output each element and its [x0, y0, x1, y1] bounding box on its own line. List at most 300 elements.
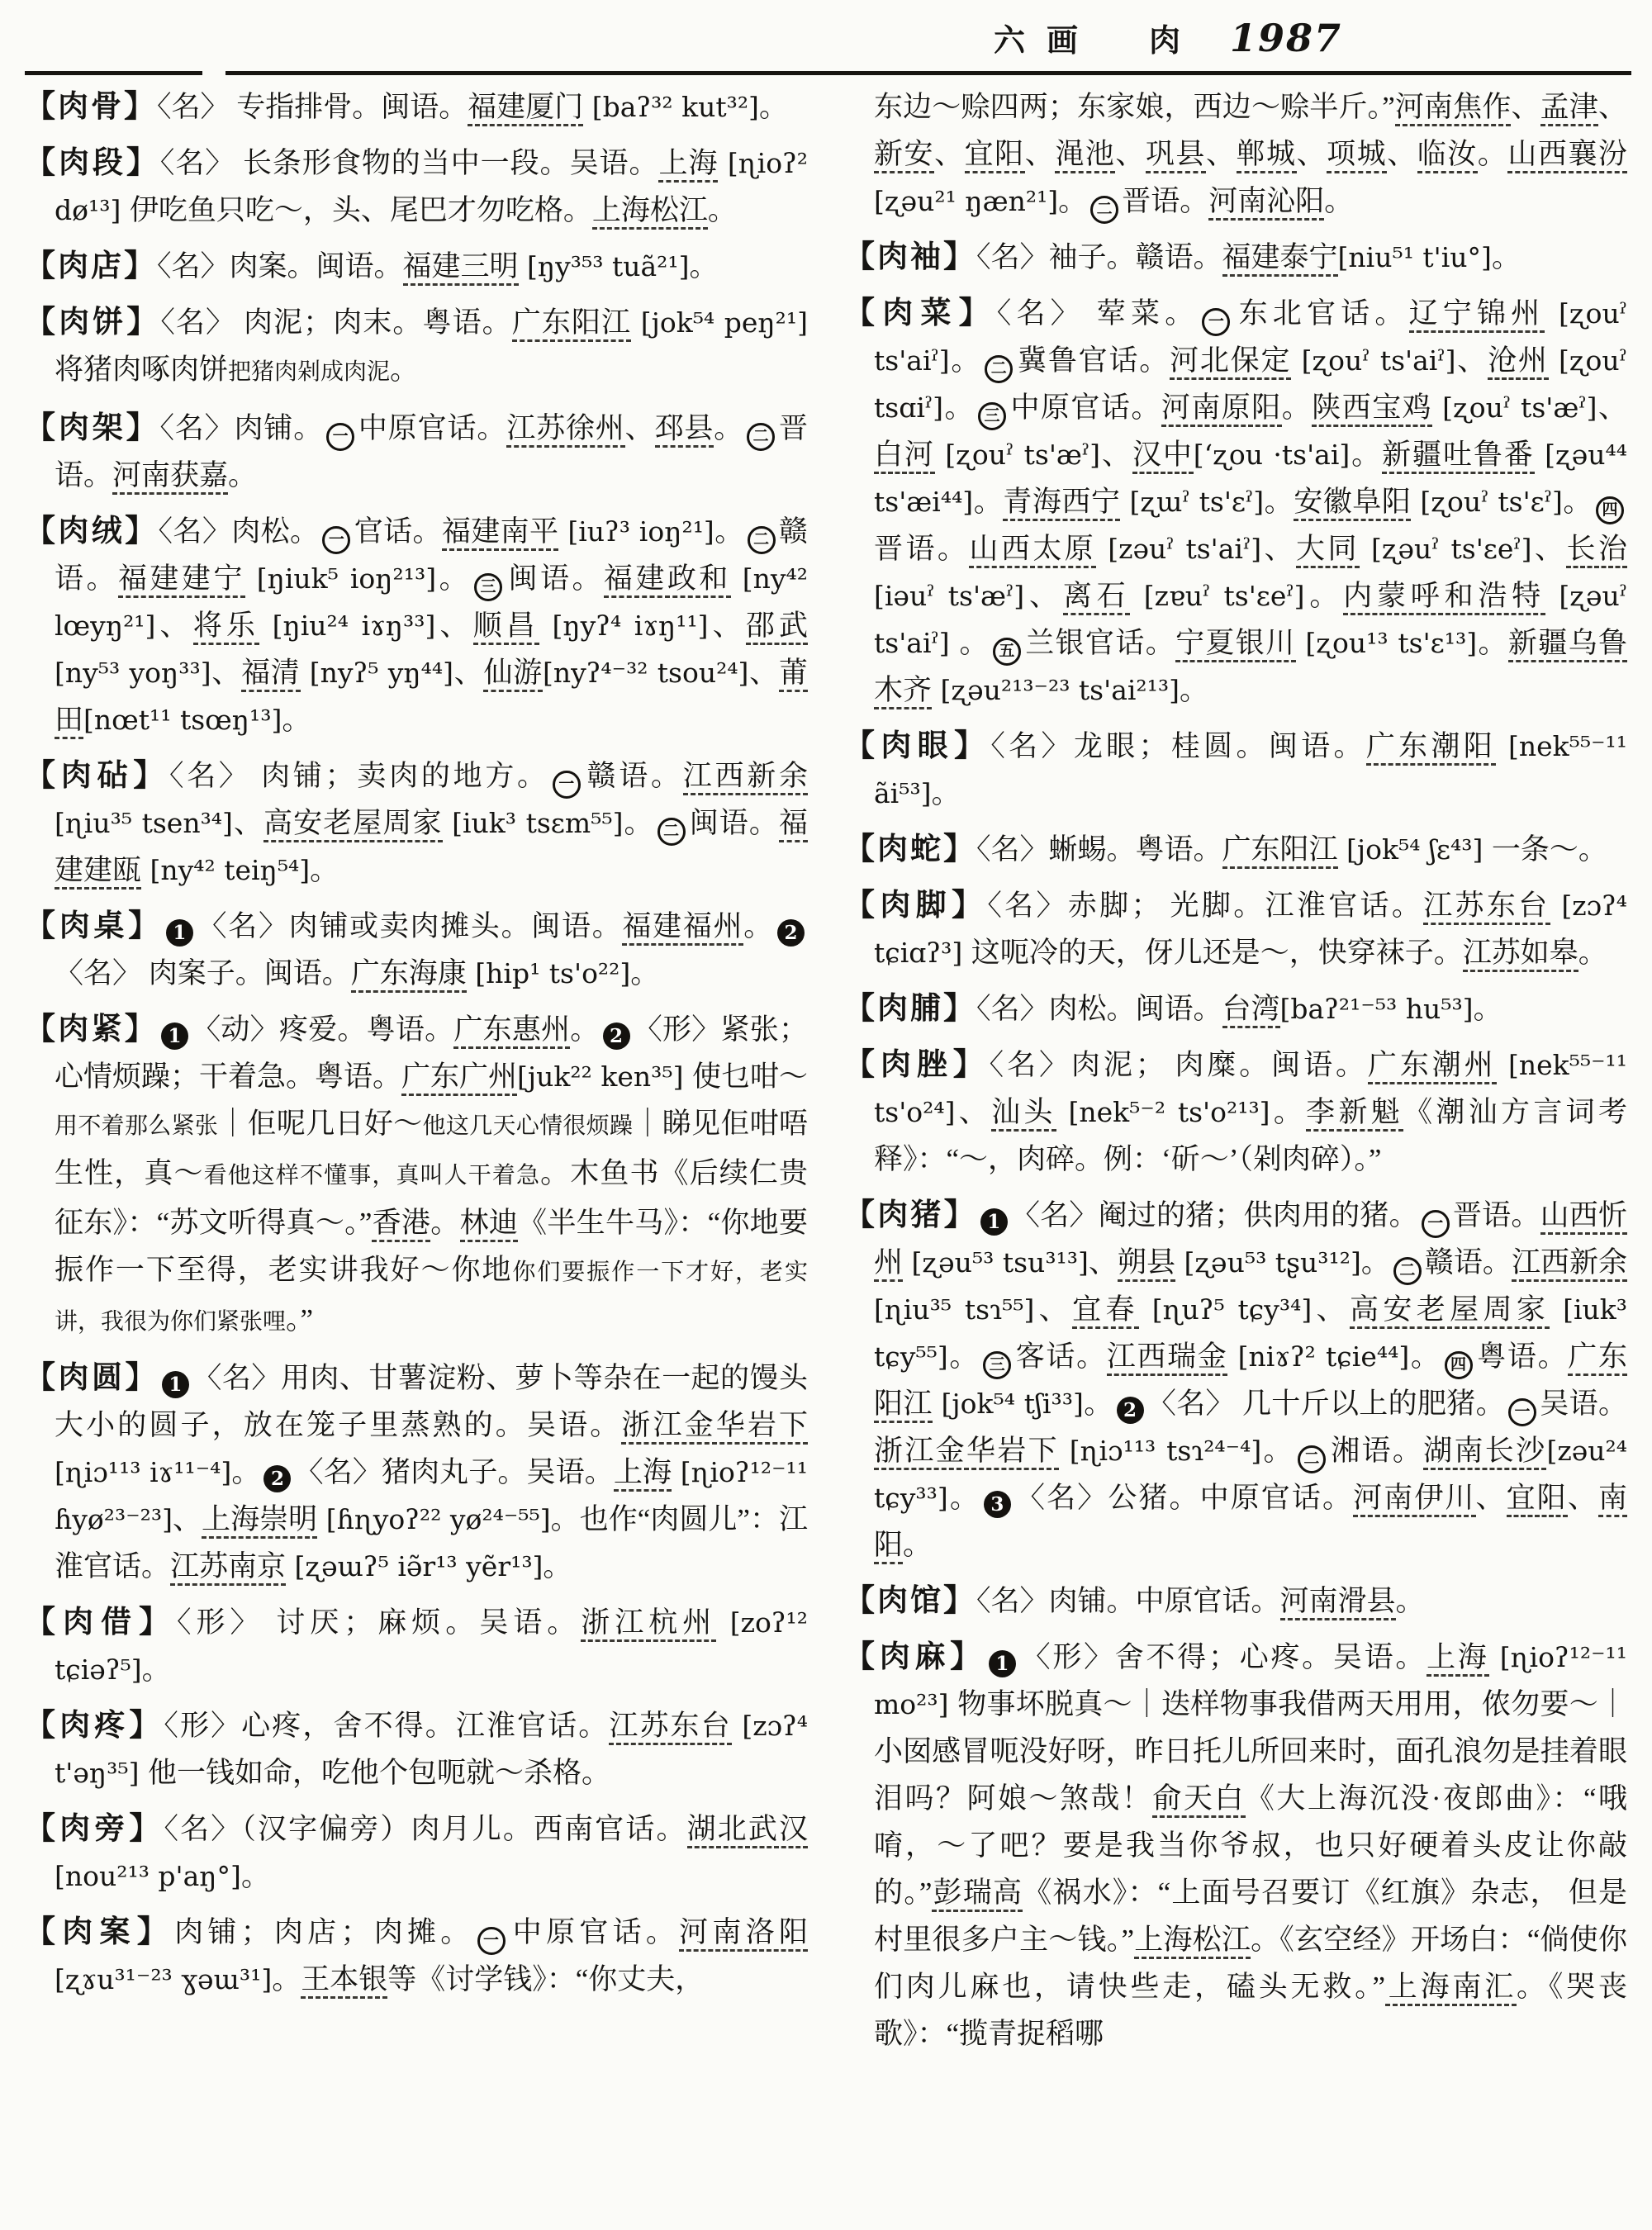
proper-name: 福建政和: [604, 562, 731, 598]
ipa-transcription: [zəu²⁴ tɕy³³]: [874, 1435, 1627, 1514]
definition-text: 、: [934, 138, 965, 170]
proper-name: 广东阳江: [874, 1340, 1627, 1423]
definition-text: 他一钱如命，吃他个包呃就～杀格。: [147, 1757, 610, 1789]
definition-text: 粤语。: [1475, 1340, 1569, 1373]
headword: 【肉蛇】: [844, 833, 976, 866]
definition-text: 〈名〉赤脚； 光脚。江淮官话。: [987, 890, 1424, 922]
definition-text: 〈名〉 肉铺；卖肉的地方。: [169, 760, 549, 792]
proper-name: 广东广州: [401, 1060, 517, 1096]
ipa-transcription: [nœt¹¹ tsœŋ¹³]: [83, 704, 282, 736]
circled-numeral: 一: [1202, 308, 1230, 336]
circled-numeral: 三: [978, 402, 1006, 430]
ipa-transcription: [ny⁴² teiŋ⁵⁴]: [141, 854, 311, 886]
definition-text: 、: [1455, 344, 1488, 377]
proper-name: 安徽阜阳: [1294, 486, 1411, 521]
definition-text: 、: [1387, 138, 1417, 170]
proper-name: 宜阳: [1507, 1482, 1568, 1517]
definition-text: 等《讨学钱》：“你丈夫，: [387, 1963, 705, 1995]
definition-text: 。: [1409, 1340, 1441, 1373]
ipa-transcription: [ʐəu⁵³ tʂu³¹²]: [1175, 1246, 1361, 1279]
definition-text: 。: [714, 515, 744, 548]
proper-name: 离石: [1063, 580, 1131, 615]
ipa-transcription: [zəuˀ ts'aiˀ]: [1096, 533, 1262, 565]
dict-entry: [844, 826, 1627, 873]
definition-text: 。: [743, 910, 774, 942]
definition-text: 官话。: [354, 515, 442, 548]
proper-name: 湖北武汉: [687, 1813, 808, 1848]
proper-name: 高安老屋周家: [1350, 1293, 1550, 1329]
definition-text: 、: [1312, 1293, 1351, 1326]
definition-text: 。: [570, 1013, 600, 1046]
proper-name: 宁夏银川: [1175, 627, 1295, 662]
definition-text: 〈名〉肉铺。中原官话。: [976, 1585, 1280, 1617]
proper-name: 河南原阳: [1161, 391, 1282, 427]
definition-text: 〈名〉猪肉丸子。吴语。: [294, 1456, 614, 1488]
proper-name: 江苏徐州: [506, 412, 624, 448]
ipa-transcription: [ɳiu³⁵ tsen³⁴]: [55, 807, 233, 839]
definition-text: 。: [1578, 937, 1607, 969]
definition-text: 、: [1511, 91, 1540, 123]
headword: 【肉借】: [25, 1606, 177, 1639]
proper-name: 福建建瓯: [55, 807, 808, 890]
circled-numeral: 二: [657, 818, 686, 846]
definition-text: 、: [1567, 1482, 1598, 1514]
definition-text: 。: [1083, 1388, 1113, 1420]
ipa-transcription: [ʐəu²¹ ŋæn²¹]: [874, 185, 1059, 217]
definition-text: 、: [211, 657, 242, 689]
right-column: [844, 83, 1627, 2066]
definition-text: 。: [758, 91, 788, 123]
definition-text: 、: [1115, 138, 1146, 170]
circled-numeral: 四: [1596, 496, 1624, 524]
proper-name: 宜春: [1072, 1293, 1139, 1329]
definition-text: 〈形〉舍不得；心疼。吴语。: [1018, 1641, 1427, 1673]
proper-name: 福清: [241, 657, 301, 692]
definition-text: 客话。: [1014, 1340, 1107, 1373]
sense-number: 1: [161, 1022, 188, 1050]
definition-text: 、: [1100, 439, 1132, 471]
headword: 【肉绒】: [25, 515, 159, 548]
definition-text: 湘语。: [1328, 1435, 1424, 1467]
proper-name: 李新魁: [1306, 1096, 1403, 1132]
definition-text: 兰银官话。: [1023, 627, 1176, 659]
definition-text: 中原官话。: [1009, 391, 1161, 424]
headword: 【肉馆】: [844, 1584, 976, 1618]
sense-number: 3: [984, 1491, 1011, 1518]
proper-name: 郸城: [1237, 138, 1297, 173]
ipa-transcription: [iuk³ tɕy⁵⁵]: [874, 1293, 1627, 1373]
proper-name: 林迪: [460, 1207, 519, 1242]
gloss-small: 你们要振作一下才好，老实讲，我很为你们紧张哩: [55, 1260, 808, 1335]
proper-name: 广东海康: [351, 957, 467, 993]
dict-entry: [844, 1578, 1627, 1625]
sense-number: 1: [166, 919, 193, 947]
definition-text: 。: [707, 194, 737, 226]
ipa-transcription: [ʐəuˀ ts'aiˀ]: [874, 580, 1627, 659]
definition-text: 。: [1179, 674, 1208, 706]
proper-name: 巩县: [1146, 138, 1206, 173]
definition-text: 。: [1270, 1096, 1307, 1128]
definition-text: 《祸水》：“上面号召要订《红旗》杂志， 但是村里很多户主～钱。”: [874, 1877, 1627, 1956]
definition-text: 。《哭丧歌》：“揽青捉稻哪: [874, 1971, 1627, 2050]
ipa-transcription: [jok⁵⁴ ʃɛ⁴³]: [1337, 833, 1492, 866]
ipa-transcription: [baʔ³² kut³²]: [583, 91, 759, 123]
gloss-small: 用不着那么紧张: [55, 1113, 219, 1139]
header-rule-main-segment: [225, 71, 1631, 75]
gloss-small: 把猪肉剁成肉泥: [228, 359, 391, 385]
proper-name: 上海: [614, 1456, 672, 1492]
ipa-transcription: [ʐouˀ ts'aiˀ]: [1291, 344, 1456, 377]
headword: 【肉猪】: [844, 1198, 977, 1232]
definition-text: 〈名〉 长条形食物的当中一段。吴语。: [159, 147, 659, 179]
definition-text: 吴语。: [1539, 1388, 1627, 1420]
proper-name: 内蒙呼和浩特: [1343, 580, 1545, 615]
definition-text: 、: [453, 657, 484, 689]
proper-name: 仙游: [483, 657, 543, 692]
sense-number: 1: [980, 1208, 1008, 1236]
proper-name: 江西新余: [1512, 1246, 1627, 1282]
definition-text: 、: [955, 1096, 992, 1128]
headword: 【肉菜】: [844, 297, 997, 330]
ipa-transcription: [nek⁵⁵⁻¹¹ ãi⁵³]: [874, 730, 1627, 809]
ipa-transcription: [ʐouˀ ts'æˀ]: [934, 439, 1101, 471]
definition-text: 晋语。: [874, 533, 970, 565]
definition-text: 。: [623, 807, 654, 839]
circled-numeral: 一: [326, 423, 354, 451]
dict-entry: [25, 1702, 808, 1796]
definition-text: 。: [272, 1963, 301, 1995]
definition-text: 〈名〉公猪。中原官话。: [1014, 1482, 1354, 1514]
sense-number: 1: [989, 1650, 1016, 1677]
sense-number: 1: [162, 1371, 189, 1398]
proper-name: 江苏如皋: [1463, 937, 1578, 972]
definition-text: 〈名〉袖子。赣语。: [976, 241, 1222, 273]
definition-text: 〈名〉肉案。闽语。: [157, 250, 403, 282]
ipa-transcription: [ʐɤu³¹⁻²³ ɣəɯ³¹]: [55, 1963, 273, 1995]
circled-numeral: 三: [474, 573, 502, 601]
ipa-transcription: [juk²² ken³⁵]: [517, 1060, 692, 1093]
definition-text: 〈名〉 肉泥；肉末。粤语。: [160, 306, 512, 339]
definition-text: 、: [232, 807, 264, 839]
ipa-transcription: [nyʔ⁴⁻³² tsou²⁴]: [542, 657, 749, 689]
proper-name: 河南焦作: [1395, 91, 1512, 126]
proper-name: 孟津: [1540, 91, 1598, 126]
ipa-transcription: [iuʔ³ ioŋ²¹]: [558, 515, 714, 548]
definition-text: 。: [1491, 241, 1521, 273]
headword: 【肉疼】: [25, 1709, 164, 1743]
proper-name: 河南沁阳: [1208, 185, 1324, 221]
sense-number: 2: [603, 1022, 630, 1050]
proper-name: 高安老屋周家: [263, 807, 442, 842]
ipa-transcription: [zɔʔ⁴ t'əŋ³⁵]: [55, 1710, 808, 1789]
definition-text: 。: [1261, 1435, 1294, 1467]
ipa-transcription: [ʐəɯʔ⁵ iə̃r¹³ yẽr¹³]: [286, 1550, 544, 1582]
dict-entry: [844, 1192, 1627, 1568]
definition-text: 。: [1477, 627, 1508, 659]
definition-text: 一条～。: [1491, 833, 1607, 866]
definition-text: 。: [228, 459, 258, 491]
proper-name: 江苏东台: [1423, 890, 1550, 925]
proper-name: 渑池: [1055, 138, 1115, 173]
definition-text: 。: [959, 627, 990, 659]
circled-numeral: 一: [1508, 1398, 1536, 1426]
proper-name: 王本银: [301, 1963, 387, 1999]
ipa-transcription: [ʐouˀ tsɑiˀ]: [874, 344, 1627, 424]
proper-name: 宜阳: [965, 138, 1025, 173]
proper-name: 俞天白: [1152, 1782, 1245, 1818]
ipa-transcription: [ɳioʔ¹²⁻¹¹ ɦyø²³⁻²³]: [55, 1456, 808, 1535]
definition-text: 。: [903, 1529, 933, 1561]
dict-entry: [844, 882, 1627, 976]
circled-numeral: 三: [983, 1351, 1011, 1379]
definition-text: 。也作“肉圆儿”：江淮官话。: [55, 1503, 808, 1582]
proper-name: 新疆吐鲁番: [1382, 439, 1535, 474]
definition-text: 。木鱼书《后续仁贵征东》：“苏文听得真～。”: [55, 1157, 808, 1239]
two-column-body: [25, 83, 1631, 2066]
dict-entry: [25, 299, 808, 396]
proper-name: 上海松江: [1134, 1924, 1251, 1959]
definition-text: 。: [1264, 486, 1294, 518]
definition-text: 、: [155, 610, 193, 642]
proper-name: 上海: [658, 147, 718, 183]
ipa-transcription: [ʐəu⁴⁴ ts'æi⁴⁴]: [874, 439, 1627, 518]
definition-text: 赣语。: [55, 515, 808, 595]
ipa-transcription: [ɳioʔ¹²⁻¹¹ mo²³]: [874, 1641, 1627, 1720]
sense-number: 2: [1117, 1397, 1144, 1424]
definition-text: 〈形〉 讨厌；麻烦。吴语。: [177, 1606, 582, 1639]
definition-text: 。: [1395, 1585, 1425, 1617]
definition-text: 。: [947, 1482, 980, 1514]
definition-text: 。: [1281, 391, 1313, 424]
definition-text: 、: [1024, 580, 1063, 612]
page-number: 1987: [1229, 16, 1342, 60]
ipa-transcription: [zoʔ¹² tɕiəʔ⁵]: [55, 1606, 808, 1686]
headword: 【肉段】: [25, 146, 160, 180]
proper-name: 福建南平: [442, 515, 559, 551]
definition-text: 〈名〉阉过的猪；供肉用的猪。: [1010, 1199, 1418, 1231]
headword: 【肉袖】: [844, 240, 976, 274]
dict-entry: [25, 903, 808, 997]
circled-numeral: 二: [748, 526, 776, 554]
proper-name: 汉中: [1132, 439, 1194, 474]
proper-name: 浙江金华岩下: [874, 1435, 1059, 1470]
definition-text: 闽语。: [506, 562, 604, 595]
proper-name: 南阳: [874, 1482, 1627, 1564]
definition-text: 。《玄空经》开场白：“倘使你们肉儿麻也，请快些走，磕头无救。”: [874, 1924, 1627, 2003]
ipa-transcription: [ʐəu²¹³⁻²³ ts'ai²¹³]: [932, 674, 1180, 706]
definition-text: 、: [1531, 533, 1567, 565]
definition-text: 这呃冷的天，伢儿还是～，快穿袜子。: [971, 937, 1463, 969]
definition-text: 将猪肉啄肉饼: [55, 353, 229, 386]
gloss-small: 看他这样不懂事，真叫人干着急: [203, 1163, 541, 1189]
proper-name: 香港: [372, 1207, 430, 1242]
definition-text: 、: [1034, 1293, 1073, 1326]
proper-name: 上海松江: [592, 194, 708, 230]
definition-text: 〈形〉紧张；心情烦躁；干着急。粤语。: [55, 1013, 808, 1093]
dict-entry: [25, 508, 808, 743]
ipa-transcription: [ɳiɔ¹¹³ iɤ¹¹⁻⁴]: [55, 1456, 232, 1488]
dict-entry: [844, 234, 1627, 281]
definition-text: 、: [1597, 391, 1627, 424]
proper-name: 邳县: [655, 412, 714, 448]
circled-numeral: 四: [1445, 1351, 1473, 1379]
proper-name: 新安: [874, 138, 934, 173]
definition-text: 〈名〉肉铺或卖肉摊头。闽语。: [196, 910, 623, 942]
dict-entry: [25, 1805, 808, 1900]
ipa-transcription: [baʔ²¹⁻⁵³ hu⁵³]: [1279, 993, 1474, 1025]
proper-name: 上海南汇: [1385, 1971, 1517, 2006]
ipa-transcription: [jok⁵⁴ tʃi³³]: [932, 1388, 1084, 1420]
ipa-transcription: [ʐɯˀ ts'ɛˀ]: [1120, 486, 1265, 518]
ipa-transcription: [iəuˀ ts'æˀ]: [874, 580, 1025, 612]
headword: 【肉脞】: [844, 1048, 990, 1082]
definition-text: 〈形〉心疼，舍不得。江淮官话。: [164, 1710, 610, 1742]
ipa-transcription: [nek⁵⁵⁻¹¹ ts'o²⁴]: [874, 1049, 1627, 1128]
definition-text: 伊吃鱼只吃～，头、尾巴才勿吃格。: [129, 194, 592, 226]
ipa-transcription: [ŋy³⁵³ tuã²¹]: [518, 250, 690, 282]
definition-text: 、: [624, 412, 655, 444]
definition-text: 晋语。: [1122, 185, 1209, 217]
headword: 【肉桌】: [25, 909, 163, 943]
proper-name: 沧州: [1488, 344, 1549, 380]
definition-text: 〈名〉肉松。: [158, 515, 320, 548]
definition-text: 。: [1304, 580, 1344, 612]
definition-text: 〈名〉肉铺。: [159, 412, 324, 444]
definition-text: 、: [1597, 91, 1627, 123]
definition-text: 《潮汕方言词考释》：“～，肉碎。例：‘斫～’（剁肉碎）。”: [874, 1096, 1627, 1175]
definition-text: 〈名〉 专指排骨。闽语。: [157, 91, 468, 123]
headword: 【肉架】: [25, 411, 160, 445]
circled-numeral: 一: [1422, 1210, 1450, 1238]
definition-text: 物事坏脱真～｜迭样物事我借两天用用，侬勿要～｜小囡感冒呃没好呀，昨日托儿所回来时，面孔浪勿是挂着眼泪吗？阿娘～煞哉！: [874, 1688, 1627, 1815]
headword: 【肉饼】: [25, 306, 161, 339]
definition-text: 冀鲁官话。: [1016, 344, 1170, 377]
definition-text: 〈名〉蜥蜴。粤语。: [976, 833, 1222, 866]
proper-name: 河南洛阳: [679, 1916, 808, 1952]
headword: 【肉紧】: [25, 1013, 158, 1046]
definition-text: 。: [943, 391, 975, 424]
proper-name: 临汝: [1417, 138, 1478, 173]
circled-numeral: 五: [993, 638, 1021, 666]
dict-entry: [25, 1355, 808, 1590]
dict-entry: [844, 290, 1627, 714]
definition-text: 。: [1360, 1246, 1390, 1279]
dict-entry: [25, 140, 808, 234]
definition-text: 赣语。: [583, 760, 683, 792]
definition-text: 肉铺；肉店；肉摊。: [174, 1916, 474, 1948]
circled-numeral: 二: [747, 423, 775, 451]
proper-name: 河南获嘉: [112, 459, 228, 495]
definition-text: 、: [435, 610, 473, 642]
definition-text: 。: [436, 562, 472, 595]
definition-text: 、: [1475, 1482, 1507, 1514]
definition-text: 。: [141, 1654, 171, 1686]
dict-entry: [25, 83, 808, 130]
definition-text: 、: [748, 657, 779, 689]
page-header: [25, 15, 1631, 66]
proper-name: 江西瑞金: [1107, 1340, 1228, 1376]
definition-text: 。”: [286, 1303, 314, 1336]
proper-name: 广东潮州: [1368, 1049, 1497, 1084]
definition-text: 。: [430, 1207, 460, 1239]
proper-name: 山西襄汾: [1507, 138, 1627, 173]
headword: 【肉脚】: [844, 889, 988, 923]
proper-name: 河南滑县: [1280, 1585, 1396, 1620]
proper-name: 浙江杭州: [581, 1606, 716, 1642]
definition-text: 、: [1296, 138, 1327, 170]
proper-name: 新疆乌鲁木齐: [874, 627, 1627, 709]
headword: 【肉麻】: [844, 1640, 985, 1674]
proper-name: 福建福州: [622, 910, 743, 946]
ipa-transcription: [ʐouˀ ts'aiˀ]: [874, 297, 1627, 377]
definition-text: 。: [240, 1860, 270, 1892]
proper-name: 福建建宁: [118, 562, 245, 598]
sense-number: 2: [263, 1465, 291, 1492]
definition-text: 晋语。: [1452, 1199, 1540, 1231]
definition-text: 。: [282, 704, 311, 736]
headword: 【肉脯】: [844, 992, 976, 1026]
proper-name: 江苏东台: [609, 1710, 731, 1745]
proper-name: 大同: [1296, 533, 1360, 568]
proper-name: 广东潮阳: [1366, 730, 1496, 766]
proper-name: 汕头: [991, 1096, 1056, 1132]
definition-text: 中原官话。: [508, 1916, 680, 1948]
definition-text: 赣语。: [1424, 1246, 1512, 1279]
proper-name: 彭瑞高: [932, 1877, 1023, 1912]
definition-text: 《半生牛马》：“你地要振作一下至得，老实讲我好～你地: [55, 1207, 808, 1286]
ipa-transcription: [ŋyʔ⁴ iɤŋ¹¹]: [539, 610, 709, 642]
definition-text: 。: [973, 486, 1004, 518]
headword: 【肉圆】: [25, 1361, 159, 1395]
ipa-transcription: [ʐəu⁵³ tsu³¹³]: [903, 1246, 1089, 1279]
definition-text: 。: [714, 412, 744, 444]
ipa-transcription: [ɳioʔ² dø¹³]: [55, 147, 808, 226]
ipa-transcription: [zɔʔ⁴ tɕiɑʔ³]: [874, 890, 1627, 969]
ipa-transcription: [ŋiu²⁴ iɤŋ³³]: [259, 610, 436, 642]
definition-text: 〈名〉（汉字偏旁）肉月儿。西南官话。: [164, 1813, 687, 1845]
definition-text: 〈名〉 几十斤以上的肥猪。: [1146, 1388, 1505, 1420]
proper-name: 长治: [1566, 533, 1626, 568]
headword: 【肉砧】: [25, 759, 169, 793]
ipa-transcription: [jok⁵⁴ peŋ²¹]: [631, 306, 808, 339]
sense-number: 2: [777, 919, 805, 947]
proper-name: 台湾: [1222, 993, 1280, 1028]
dict-entry: [844, 1634, 1627, 2057]
proper-name: 朔县: [1118, 1246, 1175, 1282]
definition-text: 。: [1473, 993, 1502, 1025]
proper-name: 青海西宁: [1003, 486, 1120, 521]
definition-text: 〈名〉用肉、甘薯淀粉、萝卜等杂在一起的馒头大小的圆子，放在笼子里蒸熟的。吴语。: [55, 1362, 808, 1441]
circled-numeral: 一: [553, 771, 581, 799]
definition-text: ｜佢呢几日好～: [218, 1108, 423, 1140]
circled-numeral: 二: [1090, 196, 1118, 224]
proper-name: 陕西宝鸡: [1312, 391, 1432, 427]
definition-text: 。: [630, 957, 660, 989]
definition-text: 。: [310, 854, 339, 886]
ipa-transcription: [nyʔ⁵ yŋ⁴⁴]: [300, 657, 453, 689]
proper-name: 上海崇明: [202, 1503, 317, 1539]
definition-text: ｜睇见佢咁唔生性，真～: [55, 1108, 808, 1189]
definition-text: 。: [543, 1550, 572, 1582]
definition-text: 、: [1261, 533, 1297, 565]
ipa-transcription: [ʐou¹³ ts'ɛ¹³]: [1295, 627, 1478, 659]
definition-text: 。: [1562, 486, 1593, 518]
ipa-transcription: [ɦɳyoʔ²² yø²⁴⁻⁵⁵]: [317, 1503, 551, 1535]
dict-entry: [844, 985, 1627, 1032]
definition-text: 〈名〉 荤菜。: [996, 297, 1199, 330]
definition-text: 〈名〉 肉案子。闽语。: [55, 957, 351, 989]
definition-text: 。: [931, 777, 961, 809]
